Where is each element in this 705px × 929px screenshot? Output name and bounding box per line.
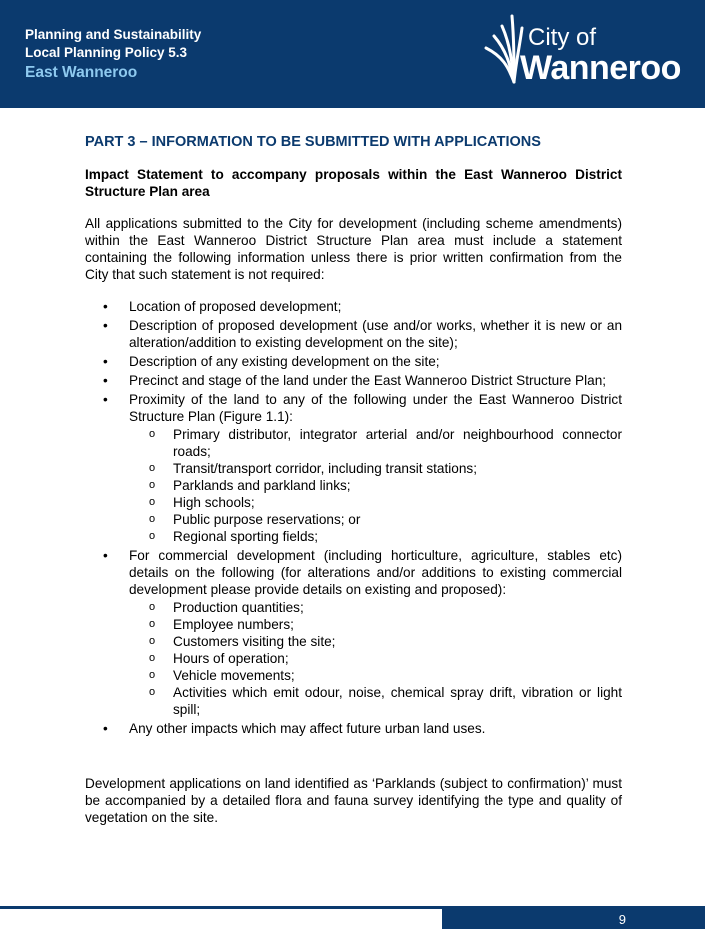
main-content: [85, 133, 622, 826]
page-header: [0, 0, 705, 108]
sublist-item-text: Regional sporting fields;: [173, 529, 319, 544]
sublist-item-text: Activities which emit odour, noise, chemical spray drift, vibration or light spill;: [173, 685, 622, 717]
bullet-icon: •: [103, 392, 108, 407]
intro-paragraph: All applications submitted to the City for development (including scheme amendments) within the East Wanneroo District Structure Plan area must include a statement containing the following information unless there is prior written confirmation from the City that such statement is not required:: [85, 216, 622, 282]
list-item: [85, 720, 622, 737]
list-item: [85, 317, 622, 351]
city-of-wanneroo-logo: [478, 8, 698, 92]
sublist-item: [129, 616, 622, 633]
page-number: 9: [618, 912, 626, 927]
sublist-item: [129, 511, 622, 528]
list-item-text: Description of any existing development on the site;: [129, 354, 440, 369]
sub-bullet-icon: o: [149, 635, 156, 647]
logo-city-of: City of: [528, 24, 597, 51]
bullet-icon: •: [103, 354, 108, 369]
sublist-item: [129, 528, 622, 545]
sub-bullet-icon: o: [149, 530, 156, 542]
sublist-item: [129, 633, 622, 650]
list-item: [85, 298, 622, 315]
sublist-item: [129, 667, 622, 684]
sublist-item-text: Vehicle movements;: [173, 668, 295, 683]
sublist-item-text: Customers visiting the site;: [173, 634, 336, 649]
list-item: [85, 353, 622, 370]
footer-page-box: [442, 909, 705, 929]
proximity-sublist: [129, 426, 622, 545]
sublist-item: [129, 684, 622, 718]
sub-bullet-icon: o: [149, 601, 156, 613]
list-item-text: Any other impacts which may affect future urban land uses.: [129, 721, 486, 736]
list-item-text: Location of proposed development;: [129, 299, 342, 314]
sub-bullet-icon: o: [149, 479, 156, 491]
sublist-item-text: Public purpose reservations; or: [173, 512, 361, 527]
list-item-text: For commercial development (including horticulture, agriculture, stables etc) details on the following (for alterations and/or additions to existing commercial development please provide details on existing and proposed):: [129, 548, 622, 597]
bullet-icon: •: [103, 548, 108, 563]
sublist-item-text: Primary distributor, integrator arterial and/or neighbourhood connector roads;: [173, 427, 622, 459]
sub-bullet-icon: o: [149, 669, 156, 681]
sub-bullet-icon: o: [149, 428, 156, 440]
list-item-text: Proximity of the land to any of the following under the East Wanneroo District Structure Plan (Figure 1.1):: [129, 392, 622, 424]
sublist-item: [129, 460, 622, 477]
header-text-block: [25, 26, 201, 84]
list-item: [85, 547, 622, 718]
sublist-item: [129, 426, 622, 460]
logo-wanneroo: Wanneroo: [520, 49, 681, 87]
bullet-icon: •: [103, 299, 108, 314]
closing-paragraph: Development applications on land identified as ‘Parklands (subject to confirmation)’ must be accompanied by a detailed flora and fauna survey identifying the type and quality of vegetation on the site.: [85, 776, 622, 825]
requirements-list: [85, 298, 622, 737]
sub-bullet-icon: o: [149, 618, 156, 630]
sublist-item: [129, 650, 622, 667]
sub-bullet-icon: o: [149, 652, 156, 664]
bullet-icon: •: [103, 721, 108, 736]
sublist-item-text: Production quantities;: [173, 600, 304, 615]
sublist-item: [129, 477, 622, 494]
sublist-item: [129, 599, 622, 616]
list-item-text: Description of proposed development (use and/or works, whether it is new or an alteration/addition to existing development on the site);: [129, 318, 622, 350]
list-item-text: Precinct and stage of the land under the East Wanneroo District Structure Plan;: [129, 373, 607, 388]
sublist-item-text: Hours of operation;: [173, 651, 289, 666]
sublist-item-text: Parklands and parkland links;: [173, 478, 351, 493]
sublist-item-text: High schools;: [173, 495, 255, 510]
header-department: Planning and Sustainability: [25, 27, 202, 42]
sub-bullet-icon: o: [149, 686, 156, 698]
commercial-sublist: [129, 599, 622, 718]
header-policy: Local Planning Policy 5.3: [25, 45, 188, 60]
header-area: East Wanneroo: [25, 64, 138, 81]
sublist-item-text: Transit/transport corridor, including transit stations;: [173, 461, 477, 476]
sublist-item: [129, 494, 622, 511]
list-item: [85, 372, 622, 389]
impact-heading: Impact Statement to accompany proposals within the East Wanneroo District Structure Plan area: [85, 167, 622, 199]
sub-bullet-icon: o: [149, 496, 156, 508]
list-item: [85, 391, 622, 545]
part-heading: PART 3 – INFORMATION TO BE SUBMITTED WITH APPLICATIONS: [85, 134, 541, 150]
bullet-icon: •: [103, 318, 108, 333]
sub-bullet-icon: o: [149, 513, 156, 525]
bullet-icon: •: [103, 373, 108, 388]
sublist-item-text: Employee numbers;: [173, 617, 294, 632]
sub-bullet-icon: o: [149, 462, 156, 474]
